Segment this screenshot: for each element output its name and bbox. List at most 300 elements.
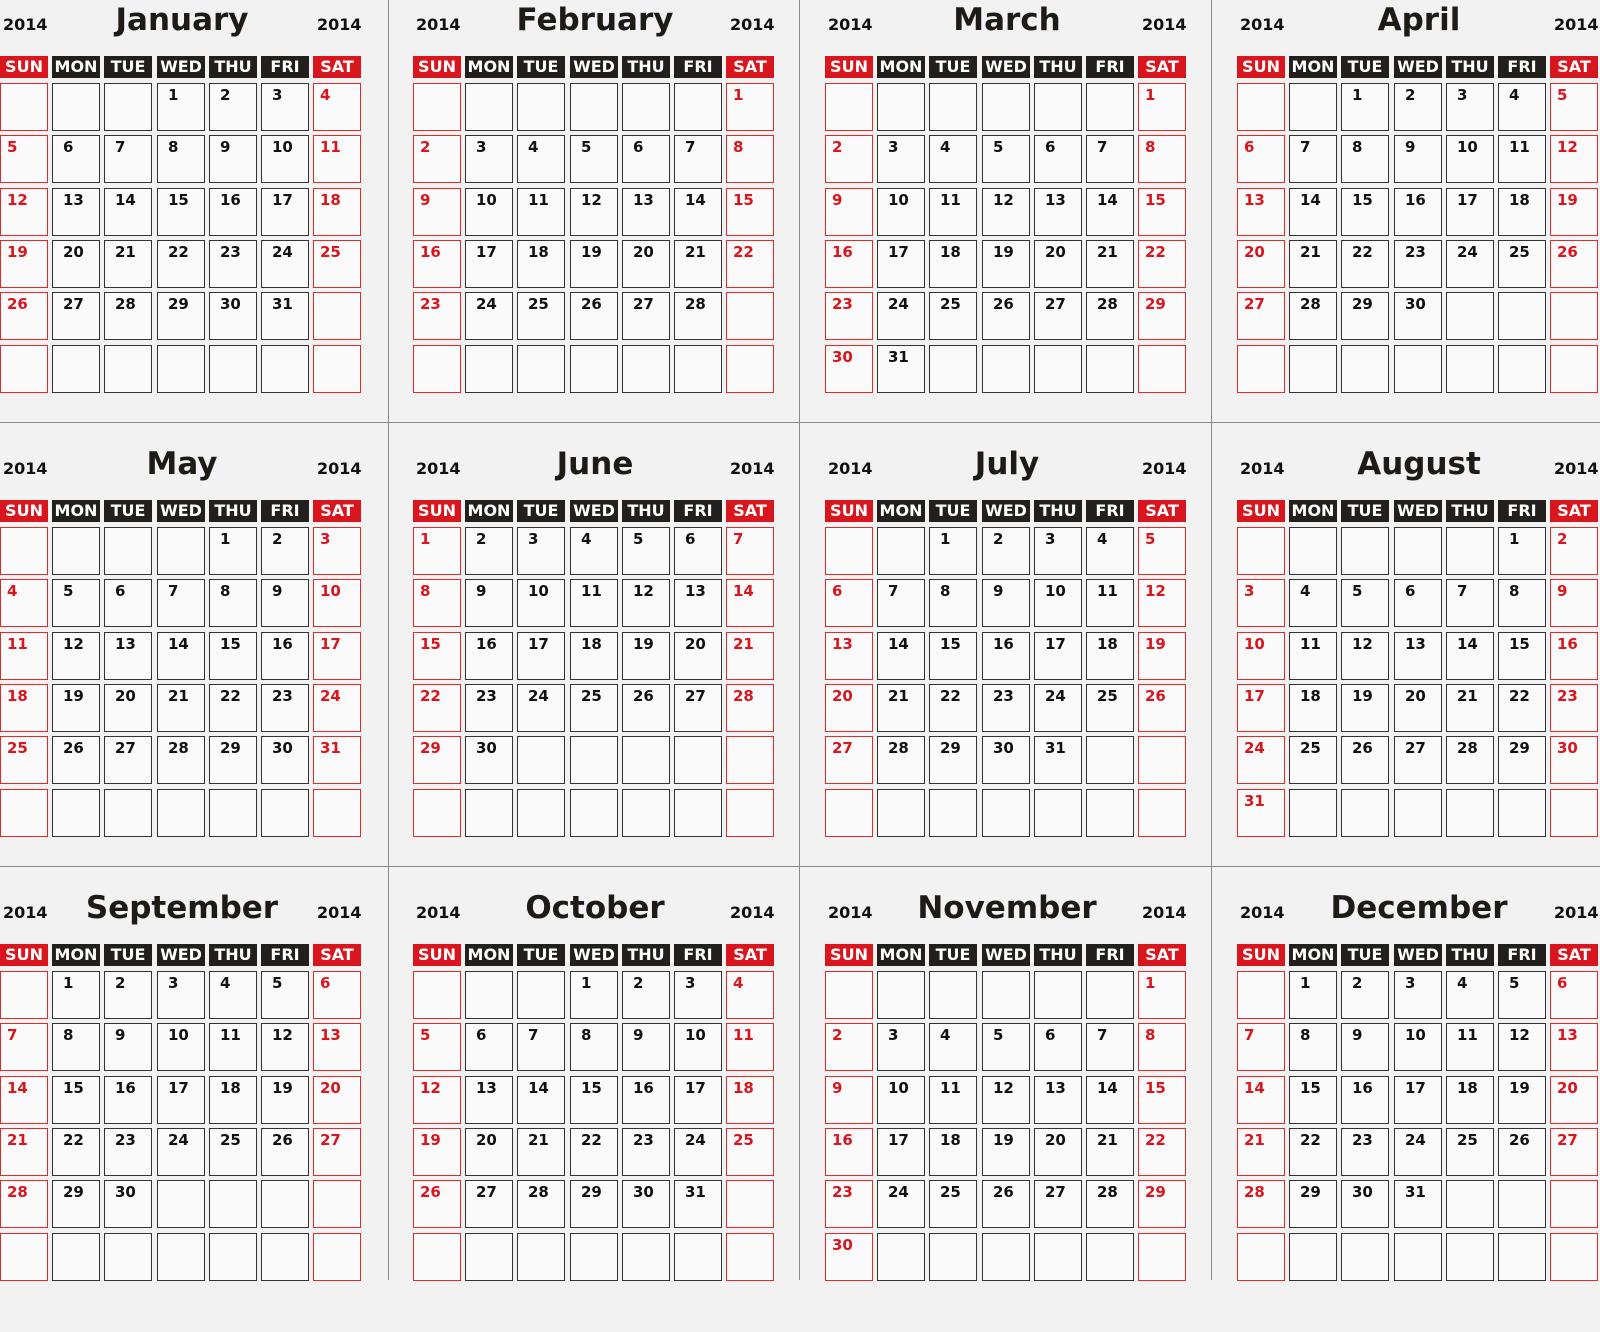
day-cell[interactable] [726,632,774,680]
day-cell[interactable] [1446,1128,1494,1176]
day-cell[interactable] [1034,684,1082,732]
day-cell[interactable] [929,684,977,732]
day-cell[interactable] [313,684,361,732]
day-cell[interactable] [0,1128,48,1176]
day-cell[interactable] [1394,971,1442,1019]
day-cell[interactable] [929,188,977,236]
day-cell[interactable] [209,684,257,732]
day-cell[interactable] [1446,579,1494,627]
day-cell[interactable] [465,579,513,627]
day-cell[interactable] [313,736,361,784]
day-cell[interactable] [1394,1180,1442,1228]
day-cell[interactable] [982,135,1030,183]
day-cell[interactable] [1341,135,1389,183]
day-cell[interactable] [726,188,774,236]
day-cell[interactable] [1498,527,1546,575]
day-cell[interactable] [825,345,873,393]
day-cell[interactable] [929,632,977,680]
day-cell[interactable] [1341,579,1389,627]
day-cell[interactable] [1289,579,1337,627]
day-cell[interactable] [0,684,48,732]
day-cell[interactable] [929,527,977,575]
day-cell[interactable] [261,971,309,1019]
day-cell[interactable] [0,736,48,784]
day-cell[interactable] [982,240,1030,288]
day-cell[interactable] [157,292,205,340]
day-cell[interactable] [313,579,361,627]
day-cell[interactable] [157,83,205,131]
day-cell[interactable] [1086,684,1134,732]
day-cell[interactable] [1289,736,1337,784]
day-cell[interactable] [209,971,257,1019]
day-cell[interactable] [674,1128,722,1176]
day-cell[interactable] [1086,579,1134,627]
day-cell[interactable] [726,1023,774,1071]
day-cell[interactable] [209,240,257,288]
day-cell[interactable] [413,579,461,627]
day-cell[interactable] [1446,188,1494,236]
day-cell[interactable] [825,188,873,236]
day-cell[interactable] [1446,971,1494,1019]
day-cell[interactable] [726,527,774,575]
day-cell[interactable] [877,684,925,732]
day-cell[interactable] [877,188,925,236]
day-cell[interactable] [877,632,925,680]
day-cell[interactable] [261,632,309,680]
day-cell[interactable] [1034,632,1082,680]
day-cell[interactable] [261,736,309,784]
day-cell[interactable] [1289,632,1337,680]
day-cell[interactable] [52,240,100,288]
day-cell[interactable] [1289,1076,1337,1124]
day-cell[interactable] [1034,1128,1082,1176]
day-cell[interactable] [209,632,257,680]
day-cell[interactable] [52,188,100,236]
day-cell[interactable] [1034,1076,1082,1124]
day-cell[interactable] [52,632,100,680]
day-cell[interactable] [1498,1023,1546,1071]
day-cell[interactable] [1034,1180,1082,1228]
day-cell[interactable] [1550,632,1598,680]
day-cell[interactable] [982,1180,1030,1228]
day-cell[interactable] [1034,579,1082,627]
day-cell[interactable] [313,135,361,183]
day-cell[interactable] [517,527,565,575]
day-cell[interactable] [1237,1076,1285,1124]
day-cell[interactable] [1034,527,1082,575]
day-cell[interactable] [465,1023,513,1071]
day-cell[interactable] [1341,684,1389,732]
day-cell[interactable] [674,684,722,732]
day-cell[interactable] [1289,1128,1337,1176]
day-cell[interactable] [104,579,152,627]
day-cell[interactable] [1550,188,1598,236]
day-cell[interactable] [1550,527,1598,575]
day-cell[interactable] [313,527,361,575]
day-cell[interactable] [1394,1076,1442,1124]
day-cell[interactable] [104,292,152,340]
day-cell[interactable] [929,292,977,340]
day-cell[interactable] [517,1023,565,1071]
day-cell[interactable] [1289,1023,1337,1071]
day-cell[interactable] [1237,1180,1285,1228]
day-cell[interactable] [825,1128,873,1176]
day-cell[interactable] [982,1023,1030,1071]
day-cell[interactable] [1289,135,1337,183]
day-cell[interactable] [674,527,722,575]
day-cell[interactable] [1237,1023,1285,1071]
day-cell[interactable] [877,345,925,393]
day-cell[interactable] [1446,736,1494,784]
day-cell[interactable] [517,684,565,732]
day-cell[interactable] [1034,240,1082,288]
day-cell[interactable] [1550,83,1598,131]
day-cell[interactable] [877,736,925,784]
day-cell[interactable] [1289,971,1337,1019]
day-cell[interactable] [209,1076,257,1124]
day-cell[interactable] [209,736,257,784]
day-cell[interactable] [570,1023,618,1071]
day-cell[interactable] [465,527,513,575]
day-cell[interactable] [929,1128,977,1176]
day-cell[interactable] [52,1023,100,1071]
day-cell[interactable] [465,1076,513,1124]
day-cell[interactable] [1138,1180,1186,1228]
day-cell[interactable] [209,1128,257,1176]
day-cell[interactable] [570,240,618,288]
day-cell[interactable] [674,971,722,1019]
day-cell[interactable] [674,188,722,236]
day-cell[interactable] [313,188,361,236]
day-cell[interactable] [104,1023,152,1071]
day-cell[interactable] [261,292,309,340]
day-cell[interactable] [1550,684,1598,732]
day-cell[interactable] [622,188,670,236]
day-cell[interactable] [1341,188,1389,236]
day-cell[interactable] [1498,188,1546,236]
day-cell[interactable] [825,1180,873,1228]
day-cell[interactable] [622,1023,670,1071]
day-cell[interactable] [517,135,565,183]
day-cell[interactable] [622,684,670,732]
day-cell[interactable] [157,579,205,627]
day-cell[interactable] [104,135,152,183]
day-cell[interactable] [674,135,722,183]
day-cell[interactable] [1394,1023,1442,1071]
day-cell[interactable] [52,1076,100,1124]
day-cell[interactable] [157,1128,205,1176]
day-cell[interactable] [465,1180,513,1228]
day-cell[interactable] [982,188,1030,236]
day-cell[interactable] [674,1023,722,1071]
day-cell[interactable] [1498,579,1546,627]
day-cell[interactable] [157,632,205,680]
day-cell[interactable] [570,135,618,183]
day-cell[interactable] [465,1128,513,1176]
day-cell[interactable] [1138,1023,1186,1071]
day-cell[interactable] [517,240,565,288]
day-cell[interactable] [465,632,513,680]
day-cell[interactable] [1289,292,1337,340]
day-cell[interactable] [413,736,461,784]
day-cell[interactable] [1341,1180,1389,1228]
day-cell[interactable] [313,632,361,680]
day-cell[interactable] [1341,736,1389,784]
day-cell[interactable] [413,292,461,340]
day-cell[interactable] [209,1023,257,1071]
day-cell[interactable] [465,188,513,236]
day-cell[interactable] [1086,527,1134,575]
day-cell[interactable] [1550,1023,1598,1071]
day-cell[interactable] [1086,240,1134,288]
day-cell[interactable] [1289,1180,1337,1228]
day-cell[interactable] [570,632,618,680]
day-cell[interactable] [52,736,100,784]
day-cell[interactable] [622,292,670,340]
day-cell[interactable] [261,527,309,575]
day-cell[interactable] [261,579,309,627]
day-cell[interactable] [1237,579,1285,627]
day-cell[interactable] [209,527,257,575]
day-cell[interactable] [261,240,309,288]
day-cell[interactable] [1138,527,1186,575]
day-cell[interactable] [157,135,205,183]
day-cell[interactable] [413,684,461,732]
day-cell[interactable] [157,240,205,288]
day-cell[interactable] [1498,135,1546,183]
day-cell[interactable] [1034,736,1082,784]
day-cell[interactable] [0,292,48,340]
day-cell[interactable] [104,188,152,236]
day-cell[interactable] [825,1076,873,1124]
day-cell[interactable] [726,1076,774,1124]
day-cell[interactable] [622,971,670,1019]
day-cell[interactable] [1289,240,1337,288]
day-cell[interactable] [1237,188,1285,236]
day-cell[interactable] [104,1180,152,1228]
day-cell[interactable] [1034,188,1082,236]
day-cell[interactable] [825,632,873,680]
day-cell[interactable] [1446,1076,1494,1124]
day-cell[interactable] [877,292,925,340]
day-cell[interactable] [982,736,1030,784]
day-cell[interactable] [157,1023,205,1071]
day-cell[interactable] [0,632,48,680]
day-cell[interactable] [726,135,774,183]
day-cell[interactable] [413,240,461,288]
day-cell[interactable] [261,1076,309,1124]
day-cell[interactable] [104,632,152,680]
day-cell[interactable] [1341,971,1389,1019]
day-cell[interactable] [929,736,977,784]
day-cell[interactable] [413,1128,461,1176]
day-cell[interactable] [261,1128,309,1176]
day-cell[interactable] [52,971,100,1019]
day-cell[interactable] [929,1076,977,1124]
day-cell[interactable] [52,684,100,732]
day-cell[interactable] [517,1076,565,1124]
day-cell[interactable] [313,971,361,1019]
day-cell[interactable] [157,971,205,1019]
day-cell[interactable] [0,579,48,627]
day-cell[interactable] [1237,632,1285,680]
day-cell[interactable] [517,292,565,340]
day-cell[interactable] [570,527,618,575]
day-cell[interactable] [1237,240,1285,288]
day-cell[interactable] [517,188,565,236]
day-cell[interactable] [825,135,873,183]
day-cell[interactable] [982,684,1030,732]
day-cell[interactable] [674,1076,722,1124]
day-cell[interactable] [622,579,670,627]
day-cell[interactable] [52,579,100,627]
day-cell[interactable] [877,1023,925,1071]
day-cell[interactable] [622,1128,670,1176]
day-cell[interactable] [1550,240,1598,288]
day-cell[interactable] [825,240,873,288]
day-cell[interactable] [1446,240,1494,288]
day-cell[interactable] [929,135,977,183]
day-cell[interactable] [1237,684,1285,732]
day-cell[interactable] [570,1180,618,1228]
day-cell[interactable] [261,135,309,183]
day-cell[interactable] [1498,1076,1546,1124]
day-cell[interactable] [1086,188,1134,236]
day-cell[interactable] [1341,632,1389,680]
day-cell[interactable] [0,240,48,288]
day-cell[interactable] [1138,135,1186,183]
day-cell[interactable] [104,971,152,1019]
day-cell[interactable] [1138,684,1186,732]
day-cell[interactable] [726,83,774,131]
day-cell[interactable] [517,1128,565,1176]
day-cell[interactable] [313,240,361,288]
day-cell[interactable] [157,1076,205,1124]
day-cell[interactable] [313,1023,361,1071]
day-cell[interactable] [465,240,513,288]
day-cell[interactable] [1498,971,1546,1019]
day-cell[interactable] [1341,240,1389,288]
day-cell[interactable] [1498,83,1546,131]
day-cell[interactable] [1550,1076,1598,1124]
day-cell[interactable] [413,527,461,575]
day-cell[interactable] [674,1180,722,1228]
day-cell[interactable] [1394,135,1442,183]
day-cell[interactable] [1138,188,1186,236]
day-cell[interactable] [1034,292,1082,340]
day-cell[interactable] [1446,1023,1494,1071]
day-cell[interactable] [413,1076,461,1124]
day-cell[interactable] [1394,1128,1442,1176]
day-cell[interactable] [209,83,257,131]
day-cell[interactable] [877,579,925,627]
day-cell[interactable] [517,1180,565,1228]
day-cell[interactable] [1394,684,1442,732]
day-cell[interactable] [261,83,309,131]
day-cell[interactable] [0,188,48,236]
day-cell[interactable] [0,1180,48,1228]
day-cell[interactable] [157,736,205,784]
day-cell[interactable] [1446,684,1494,732]
day-cell[interactable] [1341,1076,1389,1124]
day-cell[interactable] [1394,292,1442,340]
day-cell[interactable] [1086,1076,1134,1124]
day-cell[interactable] [1138,971,1186,1019]
day-cell[interactable] [52,1180,100,1228]
day-cell[interactable] [1086,135,1134,183]
day-cell[interactable] [825,1233,873,1281]
day-cell[interactable] [570,684,618,732]
day-cell[interactable] [104,1128,152,1176]
day-cell[interactable] [1237,135,1285,183]
day-cell[interactable] [1341,1023,1389,1071]
day-cell[interactable] [313,1076,361,1124]
day-cell[interactable] [0,1076,48,1124]
day-cell[interactable] [674,579,722,627]
day-cell[interactable] [929,1180,977,1228]
day-cell[interactable] [261,684,309,732]
day-cell[interactable] [52,135,100,183]
day-cell[interactable] [726,684,774,732]
day-cell[interactable] [1086,632,1134,680]
day-cell[interactable] [1138,632,1186,680]
day-cell[interactable] [622,1076,670,1124]
day-cell[interactable] [570,971,618,1019]
day-cell[interactable] [1237,1128,1285,1176]
day-cell[interactable] [313,83,361,131]
day-cell[interactable] [261,1023,309,1071]
day-cell[interactable] [1498,632,1546,680]
day-cell[interactable] [1086,1128,1134,1176]
day-cell[interactable] [1394,240,1442,288]
day-cell[interactable] [570,579,618,627]
day-cell[interactable] [517,632,565,680]
day-cell[interactable] [877,1128,925,1176]
day-cell[interactable] [1446,135,1494,183]
day-cell[interactable] [674,632,722,680]
day-cell[interactable] [982,527,1030,575]
day-cell[interactable] [1138,1128,1186,1176]
day-cell[interactable] [877,240,925,288]
day-cell[interactable] [1394,632,1442,680]
day-cell[interactable] [157,188,205,236]
day-cell[interactable] [157,684,205,732]
day-cell[interactable] [1550,971,1598,1019]
day-cell[interactable] [982,1076,1030,1124]
day-cell[interactable] [413,1023,461,1071]
day-cell[interactable] [982,1128,1030,1176]
day-cell[interactable] [0,1023,48,1071]
day-cell[interactable] [465,292,513,340]
day-cell[interactable] [1138,1076,1186,1124]
day-cell[interactable] [1341,1128,1389,1176]
day-cell[interactable] [825,292,873,340]
day-cell[interactable] [209,292,257,340]
day-cell[interactable] [413,135,461,183]
day-cell[interactable] [1138,240,1186,288]
day-cell[interactable] [825,684,873,732]
day-cell[interactable] [877,135,925,183]
day-cell[interactable] [1446,632,1494,680]
day-cell[interactable] [929,1023,977,1071]
day-cell[interactable] [570,1076,618,1124]
day-cell[interactable] [622,240,670,288]
day-cell[interactable] [104,684,152,732]
day-cell[interactable] [1498,240,1546,288]
day-cell[interactable] [104,1076,152,1124]
day-cell[interactable] [570,292,618,340]
day-cell[interactable] [1498,684,1546,732]
